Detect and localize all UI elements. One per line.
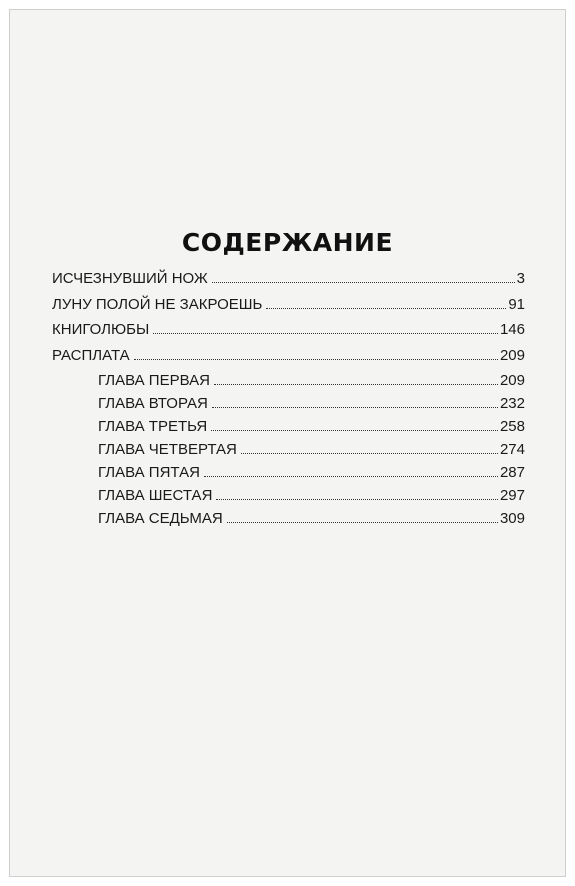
toc-entry-page: 258 bbox=[499, 418, 525, 435]
dot-leader bbox=[227, 522, 498, 523]
dot-leader bbox=[266, 308, 506, 309]
toc-entry-page: 209 bbox=[499, 346, 525, 364]
toc-subentry bbox=[52, 372, 525, 395]
toc-entry-title: ГЛАВА ШЕСТАЯ bbox=[98, 487, 213, 504]
toc-entry-page: 209 bbox=[499, 372, 525, 389]
toc-subentry bbox=[52, 418, 525, 441]
toc-entry bbox=[52, 321, 525, 347]
toc-subentry bbox=[52, 510, 525, 533]
toc-entry bbox=[52, 347, 525, 373]
dot-leader bbox=[216, 499, 498, 500]
toc-entry-page: 3 bbox=[516, 270, 525, 287]
toc-entry-page: 309 bbox=[499, 510, 525, 527]
toc-entry bbox=[52, 270, 525, 296]
toc-entry-title: ГЛАВА ВТОРАЯ bbox=[98, 395, 208, 412]
dot-leader bbox=[134, 359, 498, 360]
toc-entry-page: 287 bbox=[499, 464, 525, 481]
dot-leader bbox=[204, 476, 498, 477]
dot-leader bbox=[212, 282, 515, 283]
dot-leader bbox=[153, 333, 498, 334]
toc-entry-title: КНИГОЛЮБЫ bbox=[52, 321, 150, 338]
toc-entry-title: ИСЧЕЗНУВШИЙ НОЖ bbox=[52, 270, 208, 287]
toc-entry-title: ГЛАВА ПЕРВАЯ bbox=[98, 372, 210, 389]
toc-entry-title: ГЛАВА ТРЕТЬЯ bbox=[98, 418, 208, 435]
dot-leader bbox=[241, 453, 498, 454]
toc-entry bbox=[52, 296, 525, 322]
toc-entry-title: РАСПЛАТА bbox=[52, 346, 130, 364]
toc-entry-page: 91 bbox=[508, 295, 525, 313]
toc-entry-title: ГЛАВА ЧЕТВЕРТАЯ bbox=[98, 441, 237, 458]
toc-entry-title: ЛУНУ ПОЛОЙ НЕ ЗАКРОЕШЬ bbox=[52, 295, 263, 313]
toc-subentry bbox=[52, 441, 525, 464]
toc-entry-title: ГЛАВА ПЯТАЯ bbox=[98, 464, 200, 481]
page-title: СОДЕРЖАНИЕ bbox=[181, 228, 394, 257]
table-of-contents bbox=[52, 270, 525, 533]
toc-entry-page: 274 bbox=[499, 441, 525, 458]
dot-leader bbox=[214, 384, 498, 385]
toc-subentry bbox=[52, 464, 525, 487]
toc-subentry bbox=[52, 487, 525, 510]
toc-entry-page: 146 bbox=[499, 321, 525, 338]
dot-leader bbox=[212, 407, 498, 408]
toc-entry-title: ГЛАВА СЕДЬМАЯ bbox=[98, 510, 223, 527]
toc-subentry bbox=[52, 395, 525, 418]
toc-entry-page: 297 bbox=[499, 487, 525, 504]
toc-entry-page: 232 bbox=[499, 395, 525, 412]
dot-leader bbox=[211, 430, 498, 431]
